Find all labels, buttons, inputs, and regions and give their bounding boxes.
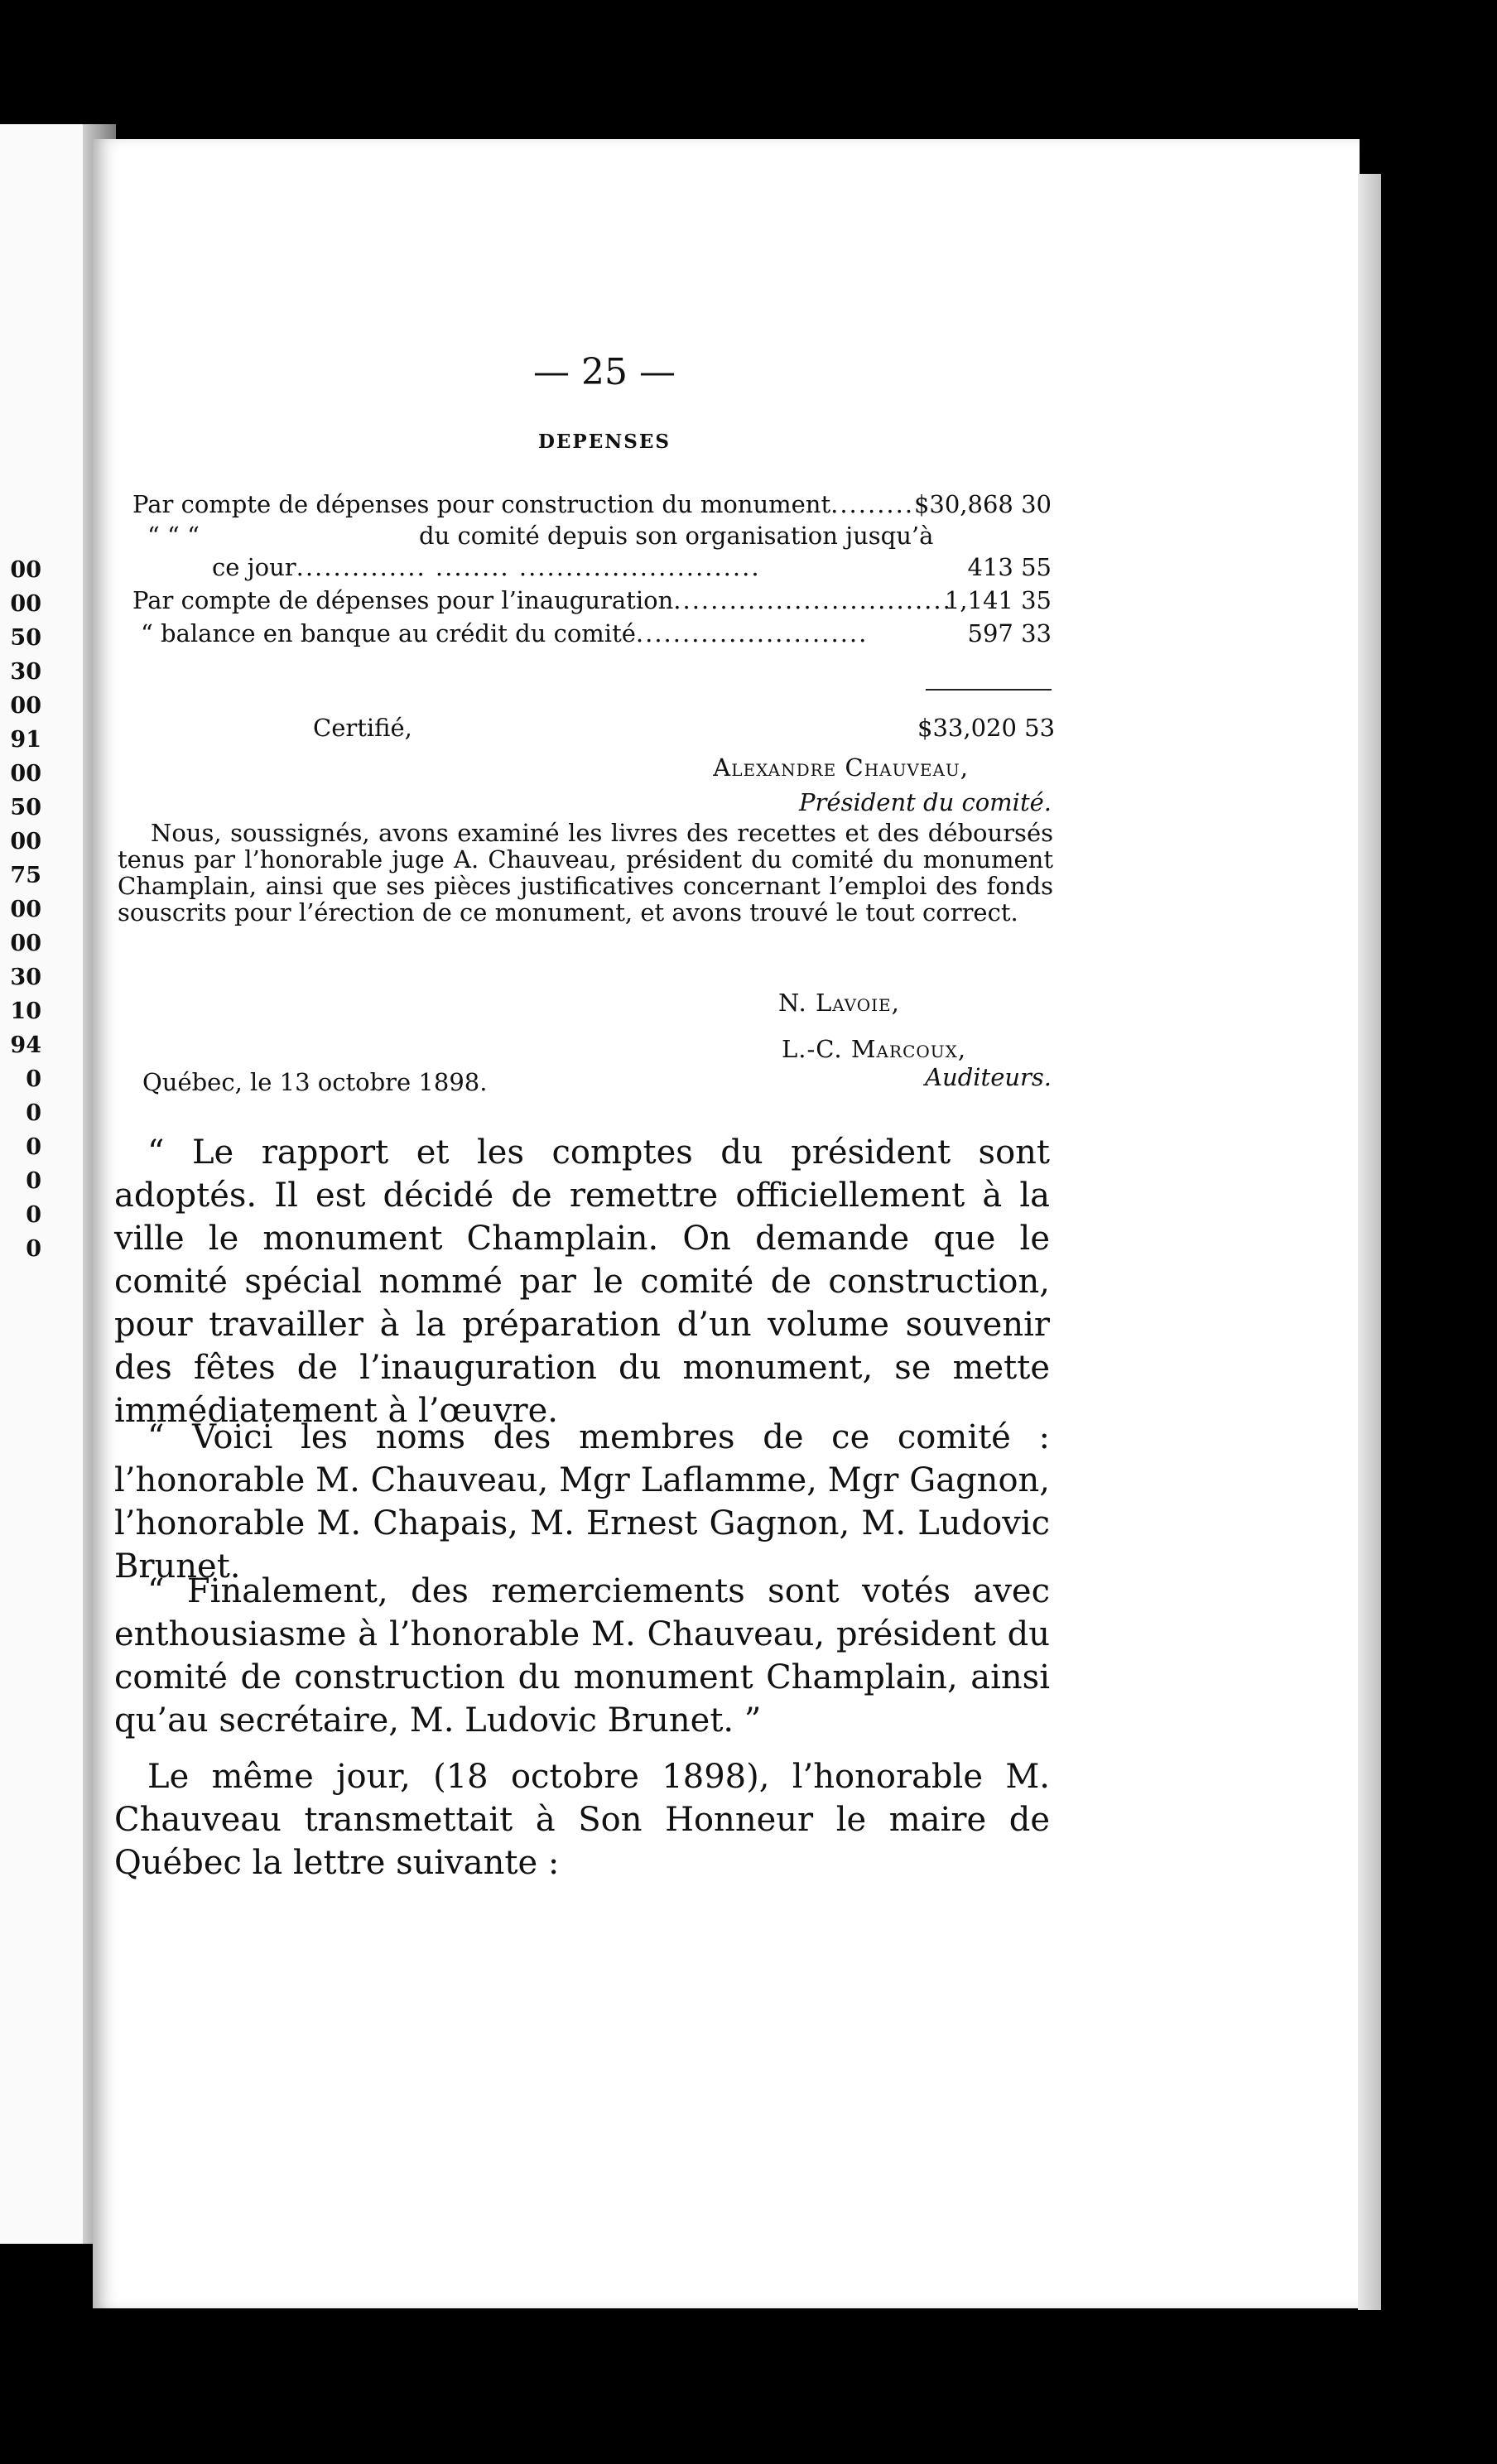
left-page-figure: 0 (26, 1202, 41, 1228)
body-paragraph: “ Voici les noms des membres de ce comité : l’honorable M. Chauveau, Mgr Laflamme, Mgr Gagnon, l’honorable M. Chapais, M. Ernest Gagnon, M. Ludovic Brunet. (114, 1418, 1050, 1586)
leader-dots: .............................. (673, 586, 952, 614)
place-date: Québec, le 13 octobre 1898. (142, 1068, 488, 1096)
left-page-figure: 0 (26, 1066, 41, 1092)
expense-label: Par compte de dépenses pour construction du monument (132, 490, 831, 518)
page-number: — 25 — (533, 351, 676, 393)
expense-row (132, 553, 1052, 581)
expense-label: “ balance en banque au crédit du comité (141, 619, 636, 647)
body-paragraph: “ Le rapport et les comptes du président sont adoptés. Il est décidé de remettre officiellement à la ville le monument Champlain. On demande que le comité spécial nommé par le comité de construction, pour travailler à la préparation d’un volume souvenir des fêtes de l’inauguration du monument, se mette immédiatement à l’œuvre. (114, 1133, 1050, 1430)
left-page-figure: 0 (26, 1100, 41, 1126)
left-page-figure: 00 (10, 557, 41, 583)
expense-amount: $30,868 30 (913, 490, 1052, 518)
leader-dots: ......................... (635, 619, 869, 647)
left-page-figure: 75 (10, 863, 41, 888)
left-page-figure: 50 (10, 625, 41, 651)
body-paragraph: Le même jour, (18 octobre 1898), l’honorable M. Chauveau transmettait à Son Honneur le maire de Québec la lettre suivante : (114, 1758, 1050, 1882)
left-page-figure: 91 (10, 727, 41, 753)
expense-row (132, 522, 1052, 550)
left-page-figure: 00 (10, 931, 41, 956)
leader-dots: ......... (830, 490, 915, 518)
left-page-figure: 30 (10, 659, 41, 685)
page-edge (1358, 174, 1381, 2310)
left-page-figures (0, 553, 41, 1266)
left-page-figure: 00 (10, 693, 41, 719)
auditor-name: L.-C. Marcoux, (782, 1035, 967, 1063)
left-page-figure: 0 (26, 1236, 41, 1262)
certified-label: Certifié, (313, 714, 412, 742)
signer-title: Président du comité. (799, 788, 1052, 816)
left-page-figure: 00 (10, 829, 41, 854)
left-page-figure: 00 (10, 591, 41, 617)
expense-amount: 413 55 (967, 553, 1052, 581)
left-page-figure: 30 (10, 965, 41, 990)
auditors-title: Auditeurs. (925, 1063, 1052, 1091)
expense-label: Par compte de dépenses pour l’inauguration (132, 586, 674, 614)
signer-name: Alexandre Chauveau, (713, 753, 969, 782)
left-page-figure: 94 (10, 1032, 41, 1058)
ditto-marks: “ “ “ (147, 522, 200, 550)
left-page-figure: 00 (10, 761, 41, 787)
leader-dots: .............. ........ .......................... (296, 553, 761, 581)
expense-row (132, 490, 1052, 518)
total-rule (926, 689, 1052, 691)
left-page-figure: 50 (10, 795, 41, 821)
total-amount: $33,020 53 (917, 714, 1056, 742)
audit-statement: Nous, soussignés, avons examiné les livres des recettes et des déboursés tenus par l’honorable juge A. Chauveau, président du comité du monument Champlain, ainsi que ses pièces justificatives concernant l’emploi des fonds souscrits pour l’érection de ce monument, et avons trouvé le tout correct. (118, 819, 1053, 926)
expense-amount: 1,141 35 (944, 586, 1052, 614)
left-page-figure: 0 (26, 1168, 41, 1194)
left-page-figure: 10 (10, 999, 41, 1024)
expense-label: du comité depuis son organisation jusqu’à (419, 522, 934, 550)
expense-row (132, 619, 1052, 647)
left-page-figure: 00 (10, 897, 41, 922)
section-title: DEPENSES (537, 431, 671, 453)
left-page-figure: 0 (26, 1134, 41, 1160)
expense-amount: 597 33 (967, 619, 1052, 647)
expense-row (132, 586, 1052, 614)
auditor-name: N. Lavoie, (778, 989, 900, 1017)
expense-label: ce jour (212, 553, 296, 581)
body-paragraph: “ Finalement, des remerciements sont votés avec enthousiasme à l’honorable M. Chauveau, président du comité de construction du monument Champlain, ainsi qu’au secrétaire, M. Ludovic Brunet. ” (114, 1572, 1050, 1740)
